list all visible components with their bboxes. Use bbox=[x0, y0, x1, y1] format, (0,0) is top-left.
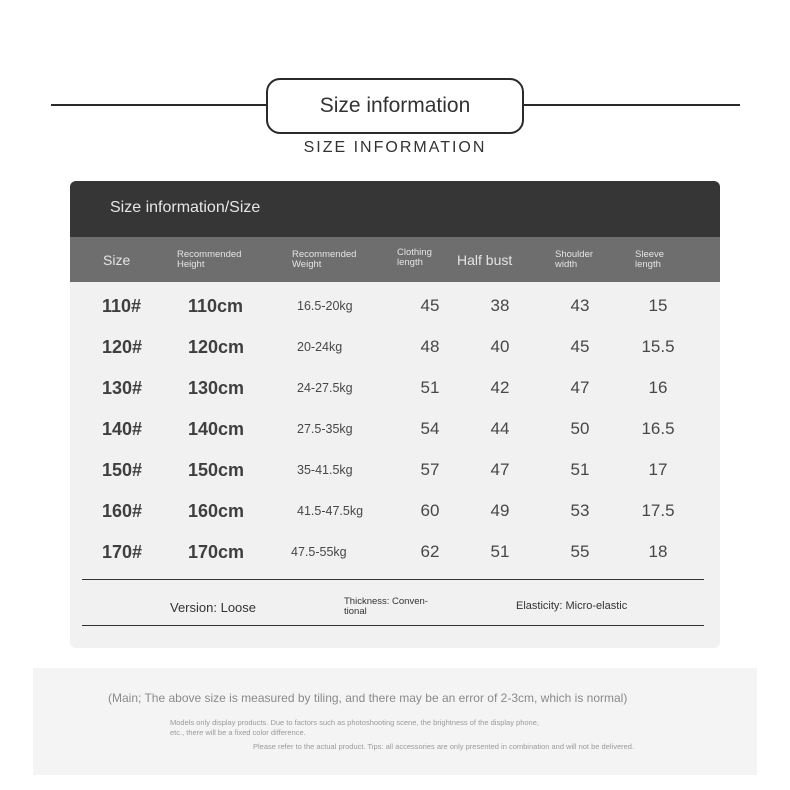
column-header-height-line1: Recommended bbox=[177, 249, 242, 260]
note-line-3: Please refer to the actual product. Tips: all accessories are only presented in combination and will not be delivered. bbox=[253, 742, 635, 751]
cell-weight: 20-24kg bbox=[297, 340, 343, 354]
elasticity-label: Elasticity: Micro-elastic bbox=[516, 600, 628, 612]
cell-clothing-length: 48 bbox=[420, 337, 440, 356]
table-row bbox=[70, 532, 720, 572]
cell-sleeve-length: 15.5 bbox=[641, 337, 675, 356]
cell-size: 110# bbox=[102, 296, 142, 316]
table-title: Size information/Size bbox=[110, 199, 261, 216]
column-header-clothing-length-line1: Clothing bbox=[397, 247, 432, 258]
column-header-row bbox=[70, 237, 720, 282]
cell-shoulder-width: 43 bbox=[570, 296, 590, 315]
cell-half-bust: 44 bbox=[490, 419, 510, 438]
cell-weight: 35-41.5kg bbox=[297, 463, 353, 477]
note-line-1: Models only display products. Due to factors such as photoshooting scene, the brightness of the display phone, bbox=[170, 718, 539, 727]
column-header-shoulder-width-line1: Shoulder bbox=[555, 249, 594, 260]
table-header-bar bbox=[70, 181, 720, 237]
cell-sleeve-length: 17.5 bbox=[641, 501, 675, 520]
column-header-half-bust: Half bust bbox=[457, 252, 513, 268]
cell-shoulder-width: 45 bbox=[570, 337, 590, 356]
cell-half-bust: 47 bbox=[490, 460, 510, 479]
cell-size: 160# bbox=[102, 501, 143, 521]
column-header-height-line2: Height bbox=[177, 259, 205, 270]
table-row bbox=[70, 286, 720, 326]
cell-sleeve-length: 16.5 bbox=[641, 419, 675, 438]
column-header-clothing-length-line2: length bbox=[397, 257, 423, 268]
cell-shoulder-width: 47 bbox=[570, 378, 590, 397]
column-header-clothing-length bbox=[397, 248, 432, 268]
cell-sleeve-length: 18 bbox=[648, 542, 668, 561]
page-title bbox=[266, 78, 524, 134]
column-header-shoulder-width bbox=[555, 250, 593, 270]
column-header-size: Size bbox=[103, 252, 131, 268]
thickness-label bbox=[344, 597, 428, 617]
cell-shoulder-width: 50 bbox=[570, 419, 590, 438]
table-row bbox=[70, 491, 720, 531]
cell-sleeve-length: 17 bbox=[648, 460, 668, 479]
cell-height: 160cm bbox=[188, 501, 245, 521]
cell-half-bust: 49 bbox=[490, 501, 510, 520]
cell-weight: 27.5-35kg bbox=[297, 422, 353, 436]
cell-shoulder-width: 55 bbox=[570, 542, 590, 561]
cell-size: 150# bbox=[102, 460, 143, 480]
column-header-sleeve-length bbox=[635, 250, 664, 270]
footer-divider-bottom bbox=[82, 625, 704, 626]
cell-half-bust: 38 bbox=[490, 296, 510, 315]
table-row bbox=[70, 368, 720, 408]
thickness-label-line1: Thickness: Conven- bbox=[344, 596, 428, 607]
cell-size: 120# bbox=[102, 337, 143, 357]
column-header-sleeve-length-line1: Sleeve bbox=[635, 249, 665, 260]
column-header-weight-line1: Recommended bbox=[292, 249, 357, 260]
cell-clothing-length: 51 bbox=[420, 378, 440, 397]
table-row bbox=[70, 450, 720, 490]
column-header-weight bbox=[292, 250, 356, 270]
thickness-label-line2: tional bbox=[344, 606, 367, 617]
cell-size: 170# bbox=[102, 542, 143, 562]
cell-half-bust: 42 bbox=[490, 378, 510, 397]
cell-height: 150cm bbox=[188, 460, 245, 480]
cell-half-bust: 40 bbox=[490, 337, 510, 356]
cell-half-bust: 51 bbox=[490, 542, 510, 561]
cell-weight: 16.5-20kg bbox=[297, 299, 353, 313]
version-label: Version: Loose bbox=[170, 600, 257, 615]
cell-height: 110cm bbox=[188, 296, 244, 316]
footer-divider-top bbox=[82, 579, 704, 580]
cell-weight: 24-27.5kg bbox=[297, 381, 353, 395]
column-header-weight-line2: Weight bbox=[292, 259, 322, 270]
table-row bbox=[70, 327, 720, 367]
column-header-sleeve-length-line2: length bbox=[635, 259, 661, 270]
cell-height: 130cm bbox=[188, 378, 245, 398]
cell-clothing-length: 62 bbox=[420, 542, 440, 561]
cell-height: 120cm bbox=[188, 337, 245, 357]
column-header-height bbox=[177, 250, 241, 270]
cell-height: 140cm bbox=[188, 419, 245, 439]
page-subtitle: SIZE INFORMATION bbox=[303, 139, 487, 156]
title-divider-right bbox=[523, 104, 740, 106]
cell-clothing-length: 45 bbox=[420, 296, 440, 315]
cell-clothing-length: 54 bbox=[420, 419, 440, 438]
cell-sleeve-length: 16 bbox=[648, 378, 668, 397]
cell-height: 170cm bbox=[188, 542, 245, 562]
title-divider-left bbox=[51, 104, 267, 106]
note-line-2: etc., there will be a fixed color difference. bbox=[170, 728, 306, 737]
size-table-card bbox=[70, 181, 720, 648]
cell-shoulder-width: 51 bbox=[570, 460, 590, 479]
cell-size: 140# bbox=[102, 419, 143, 439]
cell-weight: 41.5-47.5kg bbox=[297, 504, 364, 518]
cell-clothing-length: 60 bbox=[420, 501, 440, 520]
page-title-text: Size information bbox=[319, 94, 471, 117]
cell-clothing-length: 57 bbox=[420, 460, 440, 479]
column-header-shoulder-width-line2: width bbox=[555, 259, 578, 270]
notes-panel bbox=[33, 668, 757, 775]
cell-shoulder-width: 53 bbox=[570, 501, 590, 520]
cell-sleeve-length: 15 bbox=[648, 296, 668, 315]
cell-size: 130# bbox=[102, 378, 143, 398]
note-main: (Main; The above size is measured by tiling, and there may be an error of 2-3cm, which is normal) bbox=[108, 691, 628, 705]
table-row bbox=[70, 409, 720, 449]
cell-weight: 47.5-55kg bbox=[291, 545, 347, 559]
